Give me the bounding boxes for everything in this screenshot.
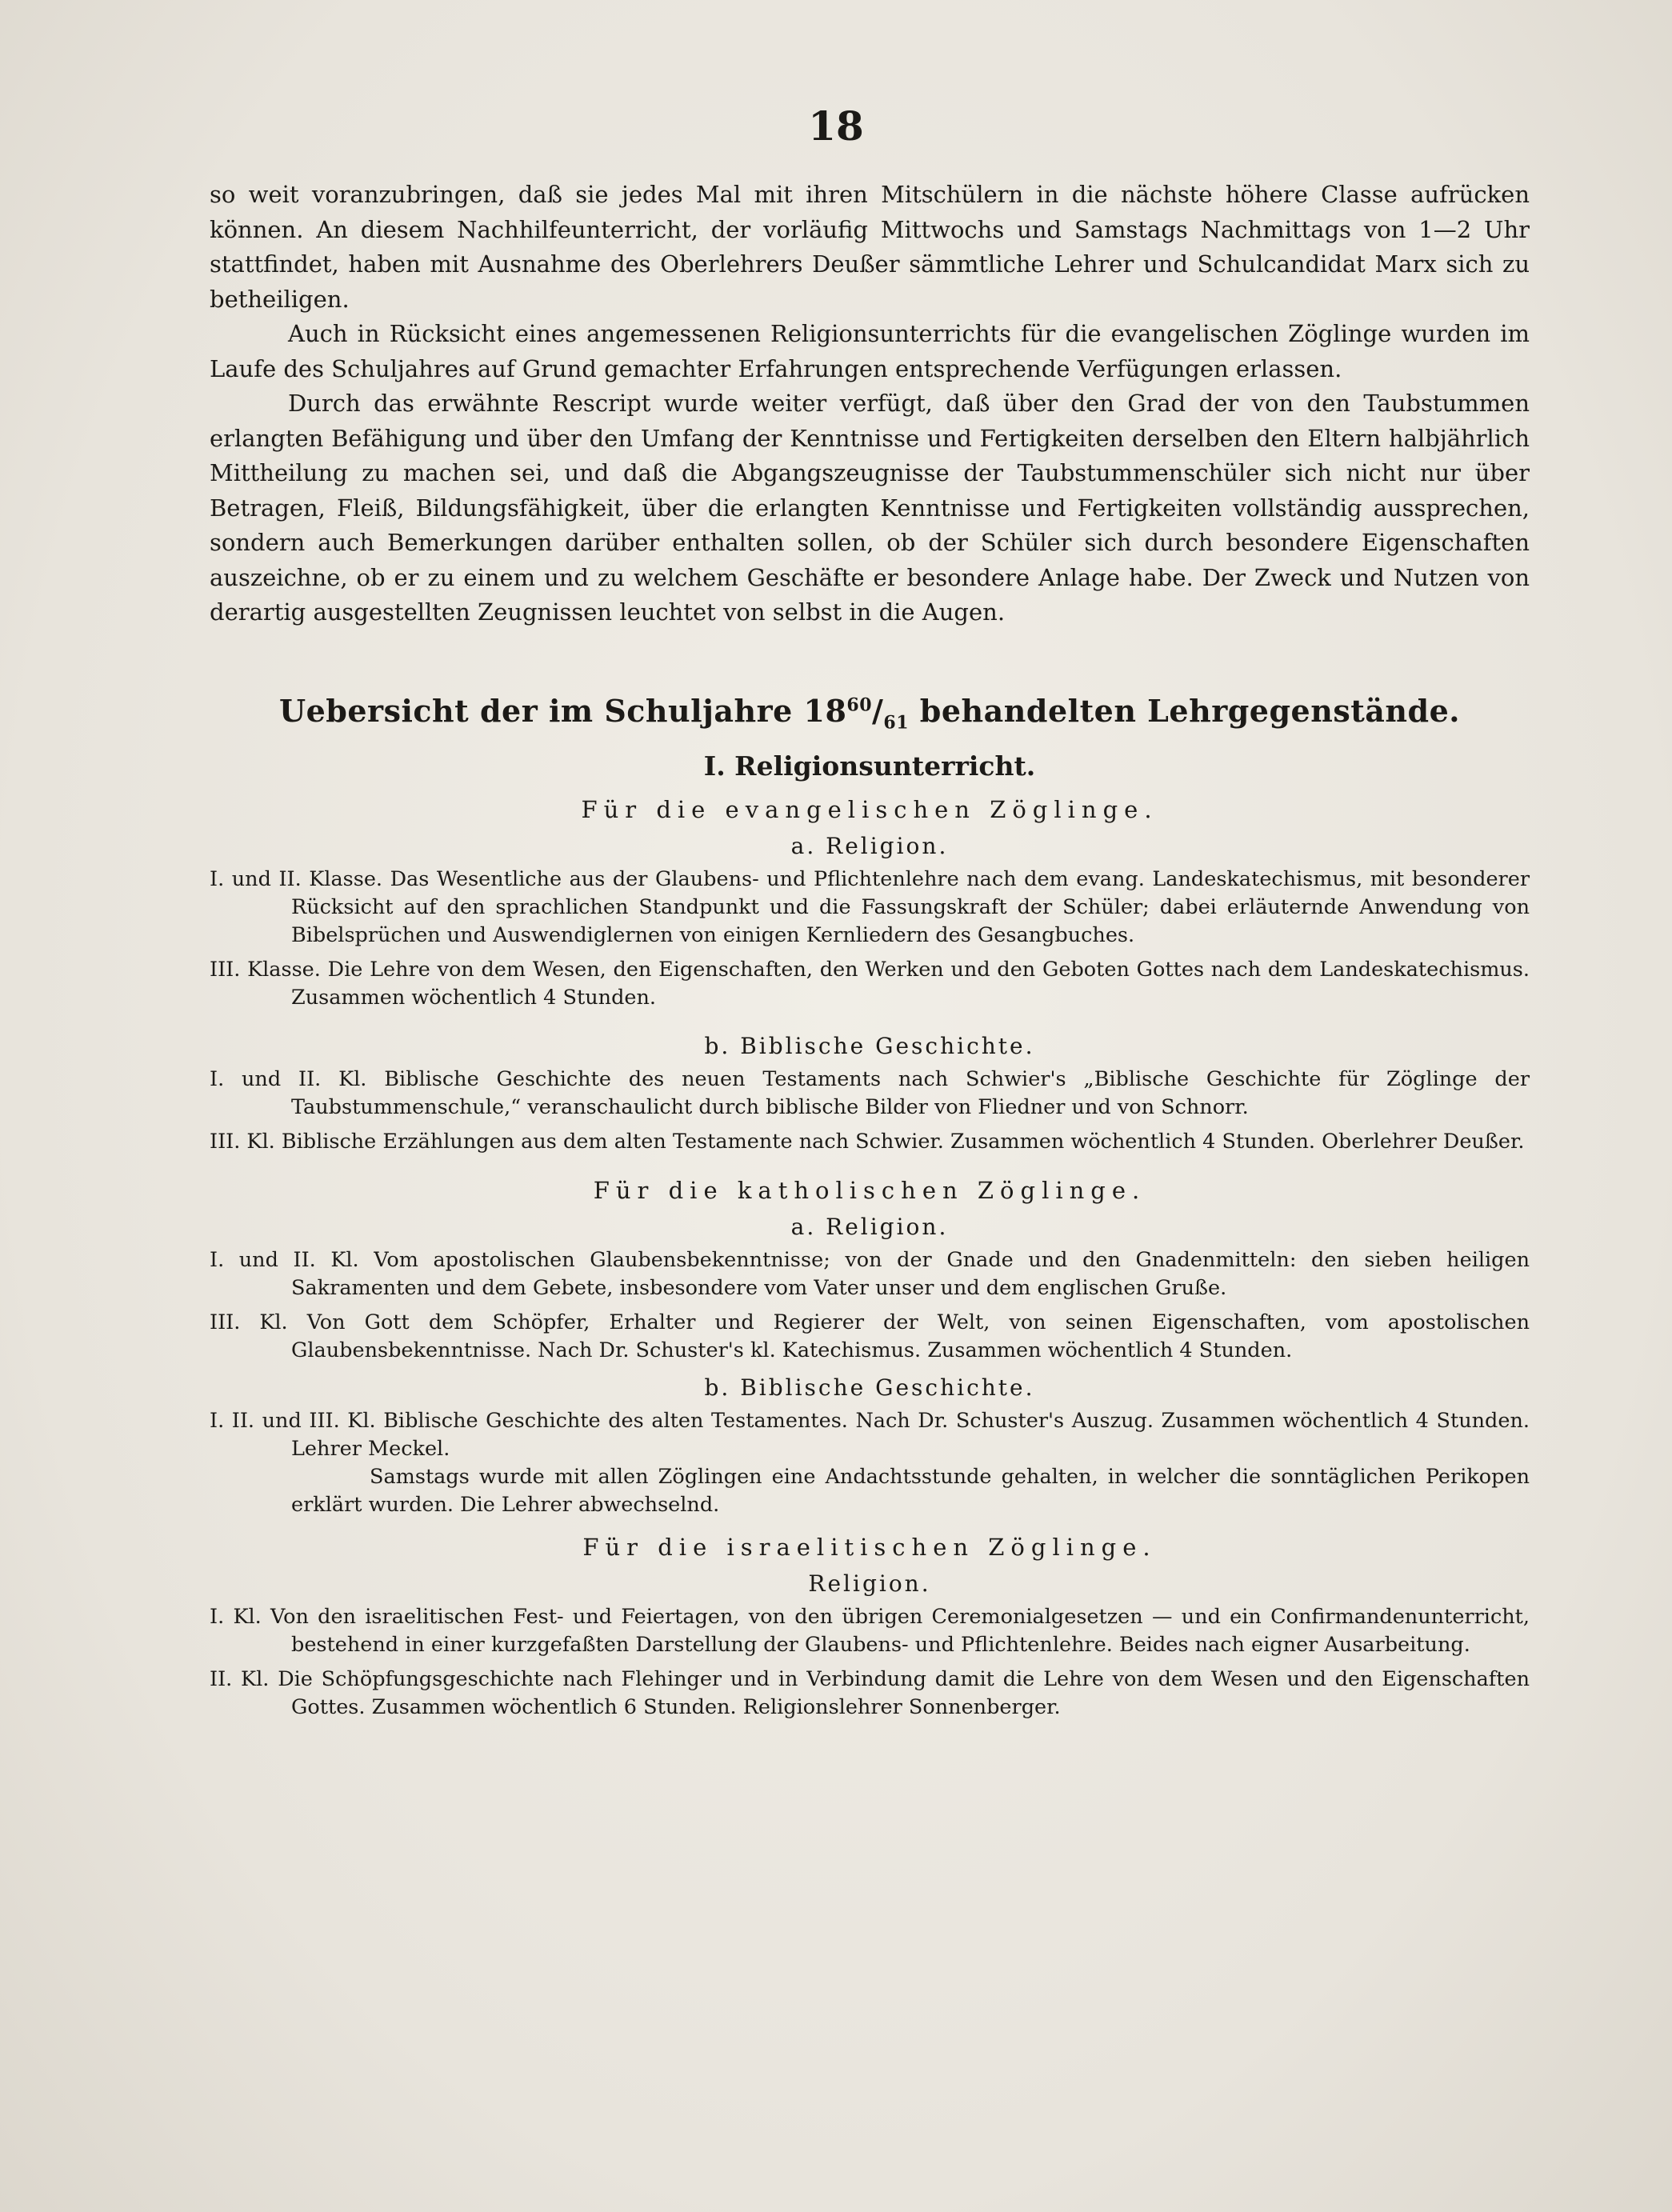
entry-text: Biblische Erzählungen aus dem alten Testamente nach Schwier. Zusammen wöchentlich 4 Stunden. Oberlehrer Deußer. [281, 1130, 1525, 1154]
entry-text: Die Schöpfungsgeschichte nach Flehinger und in Verbindung damit die Lehre von dem Wesen und den Eigenschaften Gottes. Zusammen wöchentlich 6 Stunden. Religionslehrer Sonnenberger. [278, 1667, 1530, 1720]
paragraph-3: Durch das erwähnte Rescript wurde weiter verfügt, daß über den Grad der von den Taubstummen erlangten Befähigung und über den Umfang der Kenntnisse und Fertigkeiten derselben den Eltern halbjährlich Mittheilung zu machen sei, und daß die Abgangszeugnisse der Taubstummenschüler sich nicht nur über Betragen, Fleiß, Bildungsfähigkeit, über die erlangten Kenntnisse und Fertigkeiten vollständig aussprechen, sondern auch Bemerkungen darüber enthalten sollen, ob der Schüler sich durch besondere Eigenschaften auszeichne, ob er zu einem und zu welchem Geschäfte er besondere Anlage habe. Der Zweck und Nutzen von derartig ausgestellten Zeugnissen leuchtet von selbst in die Augen. [210, 390, 1530, 626]
main-heading-slash: / [872, 692, 884, 729]
entry-label: III. Kl. [210, 1310, 288, 1335]
entry-text: Biblische Geschichte des alten Testamentes. Nach Dr. Schuster's Auszug. Zusammen wöchentlich 4 Stunden. Lehrer Meckel. [291, 1409, 1530, 1462]
entry-text: Von den israelitischen Fest- und Feiertagen, von den übrigen Ceremonialgesetzen — und ein Confirmandenunterricht, bestehend in einer kurzgefaßten Darstellung der Glaubens- und Pflichtenlehre. Beides nach eigner Ausarbeitung. [270, 1605, 1530, 1658]
page-number: 18 [808, 102, 864, 150]
entry-text: Von Gott dem Schöpfer, Erhalter und Regierer der Welt, von seinen Eigenschaften, vom apostolischen Glaubensbekenntnisse. Nach Dr. Schuster's kl. Katechismus. Zusammen wöchentlich 4 Stunden. [291, 1310, 1530, 1363]
entry [210, 956, 1530, 1012]
entry [210, 866, 1530, 950]
entry-text: Die Lehre von dem Wesen, den Eigenschaften, den Werken und den Geboten Gottes nach dem Landeskatechismus. Zusammen wöchentlich 4 Stunden. [291, 958, 1530, 1010]
entry-label: I. II. und III. Kl. [210, 1409, 376, 1434]
section-heading: I. Religionsunterricht. [703, 750, 1036, 782]
group-heading-katholisch: Für die katholischen Zöglinge. [593, 1177, 1146, 1205]
entry-text: Vom apostolischen Glaubensbekenntnisse; von der Gnade und den Gnadenmitteln: den sieben heiligen Sakramenten und dem Gebete, insbesondere vom Vater unser und dem englischen Gruße. [291, 1248, 1530, 1301]
main-heading-before: Uebersicht der im Schuljahre 18 [278, 692, 847, 729]
entry [210, 1309, 1530, 1365]
entry-label: I. Kl. [210, 1605, 262, 1630]
main-heading-after: behandelten Lehrgegenstände. [909, 692, 1461, 729]
sub-heading-religion: a. Religion. [790, 1214, 949, 1241]
entry [210, 1603, 1530, 1659]
page-content [210, 178, 1530, 1722]
sub-heading-religion: a. Religion. [790, 833, 949, 860]
entry [210, 1246, 1530, 1302]
entry-label: I. und II. Kl. [210, 1248, 359, 1273]
entry-label: I. und II. Kl. [210, 1067, 367, 1092]
entry [210, 1128, 1530, 1156]
group-heading-israelitisch: Für die israelitischen Zöglinge. [582, 1534, 1157, 1562]
sub-heading-biblische-geschichte: b. Biblische Geschichte. [704, 1374, 1035, 1402]
entry-label: III. Kl. [210, 1130, 275, 1154]
sub-heading-biblische-geschichte: b. Biblische Geschichte. [704, 1033, 1035, 1060]
entry-label: II. Kl. [210, 1667, 270, 1692]
main-heading-sup: 60 [846, 694, 873, 715]
main-heading-sub: 61 [883, 712, 910, 734]
entry [210, 1666, 1530, 1722]
paragraph-1: so weit voranzubringen, daß sie jedes Mal mit ihren Mitschülern in die nächste höhere Classe aufrücken können. An diesem Nachhilfeunterricht, der vorläufig Mittwochs und Samstags Nachmittags von 1—2 Uhr stattfindet, haben mit Ausnahme des Oberlehrers Deußer sämmtliche Lehrer und Schulcandidat Marx sich zu betheiligen. [210, 181, 1530, 313]
entry [210, 1407, 1530, 1463]
sub-heading-religion: Religion. [808, 1570, 931, 1598]
entry [210, 1066, 1530, 1122]
entry-text: Das Wesentliche aus der Glaubens- und Pflichtenlehre nach dem evang. Landeskatechismus, mit besonderer Rücksicht auf den sprachlichen Standpunkt und die Fassungskraft der Schüler; dabei erläuternde Anwendung von Bibelsprüchen und Auswendiglernen von einigen Kernliedern des Gesangbuches. [291, 867, 1530, 948]
entry-label: I. und II. Klasse. [210, 867, 383, 892]
main-heading [210, 693, 1530, 734]
group-heading-evangelisch: Für die evangelischen Zöglinge. [581, 796, 1158, 824]
entry-label: III. Klasse. [210, 958, 321, 982]
entry-text: Biblische Geschichte des neuen Testaments nach Schwier's „Biblische Geschichte für Zöglinge der Taubstummenschule,“ veranschaulicht durch biblische Bilder von Fliedner und von Schnorr. [291, 1067, 1530, 1120]
note: Samstags wurde mit allen Zöglingen eine Andachtsstunde gehalten, in welcher die sonntäglichen Perikopen erklärt wurden. Die Lehrer abwechselnd. [291, 1465, 1530, 1518]
paragraph-2: Auch in Rücksicht eines angemessenen Religionsunterrichts für die evangelischen Zöglinge wurden im Laufe des Schuljahres auf Grund gemachter Erfahrungen entsprechende Verfügungen erlassen. [210, 320, 1530, 382]
